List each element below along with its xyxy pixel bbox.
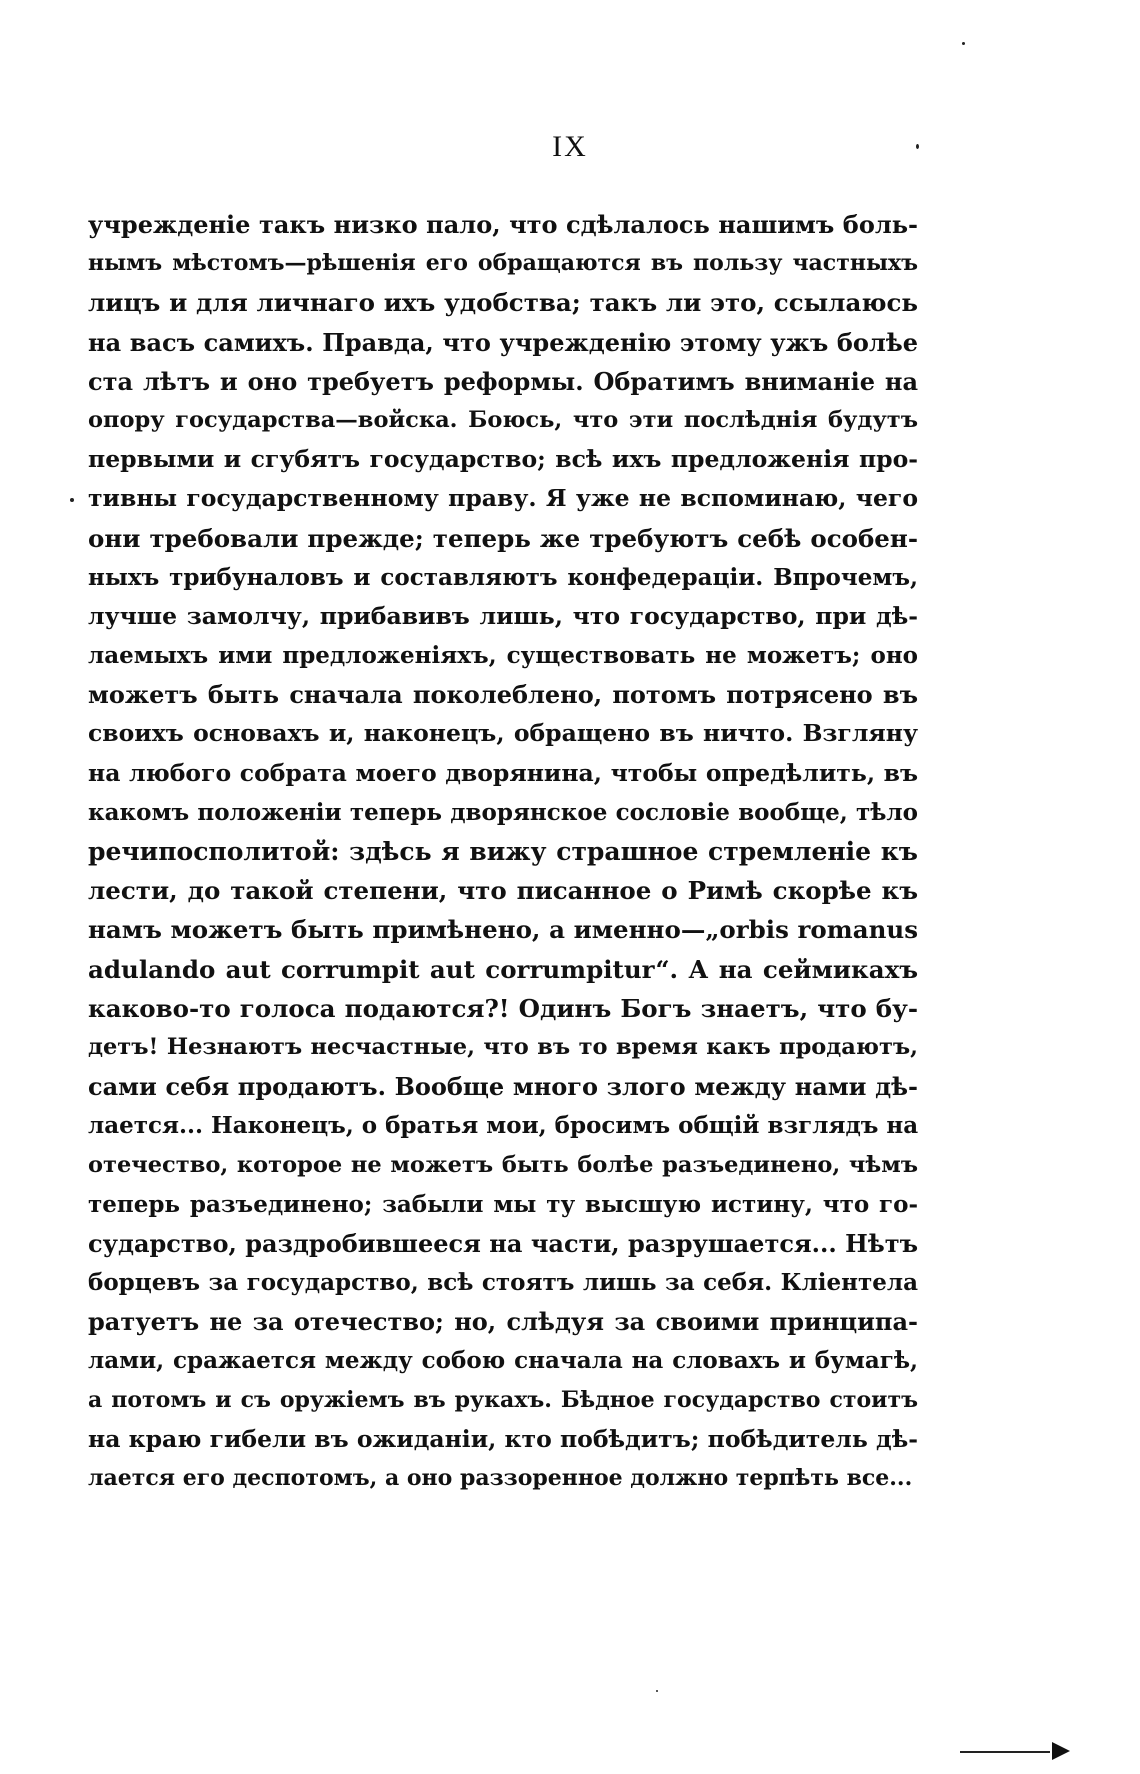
- scan-speck: [70, 498, 74, 502]
- text-line: тивны государственному праву. Я уже не вспоминаю, чего: [88, 484, 918, 513]
- text-line: на васъ самихъ. Правда, что учрежденію этому ужъ болѣе: [88, 327, 918, 357]
- text-line: отечество, которое не можетъ быть болѣе разъединено, чѣмъ: [88, 1151, 918, 1178]
- scan-speck: [916, 144, 919, 149]
- text-line: ратуетъ не за отечество; но, слѣдуя за своими принципа-: [88, 1307, 918, 1337]
- text-line: adulando aut corrumpit aut corrumpitur“. А на сеймикахъ: [88, 954, 918, 984]
- text-line: учрежденіе такъ низко пало, что сдѣлалось нашимъ боль-: [88, 210, 918, 239]
- text-line: нымъ мѣстомъ—рѣшенія его обращаются въ пользу частныхъ: [88, 250, 918, 277]
- page-corner-mark: [1052, 1742, 1070, 1760]
- text-line: они требовали прежде; теперь же требуютъ себѣ особен-: [88, 523, 918, 553]
- text-line: сами себя продаютъ. Вообще много злого между нами дѣ-: [88, 1072, 918, 1102]
- text-line: своихъ основахъ и, наконецъ, обращено въ ничто. Взгляну: [88, 719, 918, 748]
- text-line: лаемыхъ ими предложеніяхъ, существовать не можетъ; оно: [88, 642, 918, 670]
- text-line: лицъ и для личнаго ихъ удобства; такъ ли это, ссылаюсь: [88, 288, 918, 318]
- text-line: речипосполитой: здѣсь я вижу страшное стремленіе къ: [88, 837, 918, 866]
- text-line: первыми и сгубятъ государство; всѣ ихъ предложенія про-: [88, 445, 918, 474]
- text-line: лается его деспотомъ, а оно раззоренное должно терпѣть все...: [88, 1465, 913, 1491]
- scan-speck: [962, 42, 965, 45]
- text-line: каково-то голоса подаются?! Одинъ Богъ знаетъ, что бу-: [88, 993, 918, 1023]
- scan-edge-line: [960, 1751, 1050, 1753]
- text-line: сударство, раздробившееся на части, разрушается... Нѣтъ: [88, 1228, 918, 1258]
- text-line: намъ можетъ быть примѣнено, а именно—„orbis romanus: [88, 915, 918, 945]
- text-line: ста лѣтъ и оно требуетъ реформы. Обратимъ вниманіе на: [88, 366, 918, 396]
- text-line: а потомъ и съ оружіемъ въ рукахъ. Бѣдное государство стоитъ: [88, 1386, 918, 1413]
- text-line: лучше замолчу, прибавивъ лишь, что государство, при дѣ-: [88, 601, 918, 630]
- text-line: на краю гибели въ ожиданіи, кто побѣдитъ; побѣдитель дѣ-: [88, 1424, 918, 1453]
- text-line: борцевъ за государство, всѣ стоятъ лишь за себя. Кліентела: [88, 1269, 918, 1297]
- text-line: можетъ быть сначала поколеблено, потомъ потрясено въ: [88, 680, 918, 710]
- text-line: опору государства—войска. Боюсь, что эти послѣднія будутъ: [88, 406, 918, 433]
- scan-speck: [656, 1690, 658, 1692]
- text-line: лами, сражается между собою сначала на словахъ и бумагѣ,: [88, 1347, 918, 1375]
- body-text: [88, 205, 918, 1498]
- text-line: детъ! Незнаютъ несчастные, что въ то время какъ продаютъ,: [88, 1033, 918, 1060]
- page-number: IX: [552, 130, 588, 163]
- text-line: какомъ положеніи теперь дворянское сословіе вообще, тѣло: [88, 798, 918, 826]
- text-line: лести, до такой степени, что писанное о Римѣ скорѣе къ: [88, 876, 918, 906]
- text-line: теперь разъединено; забыли мы ту высшую истину, что го-: [88, 1190, 918, 1218]
- text-line: на любого собрата моего дворянина, чтобы опредѣлить, въ: [88, 758, 918, 787]
- text-line: лается... Наконецъ, о братья мои, бросимъ общій взглядъ на: [88, 1112, 918, 1140]
- text-line: ныхъ трибуналовъ и составляютъ конфедераціи. Впрочемъ,: [88, 563, 918, 591]
